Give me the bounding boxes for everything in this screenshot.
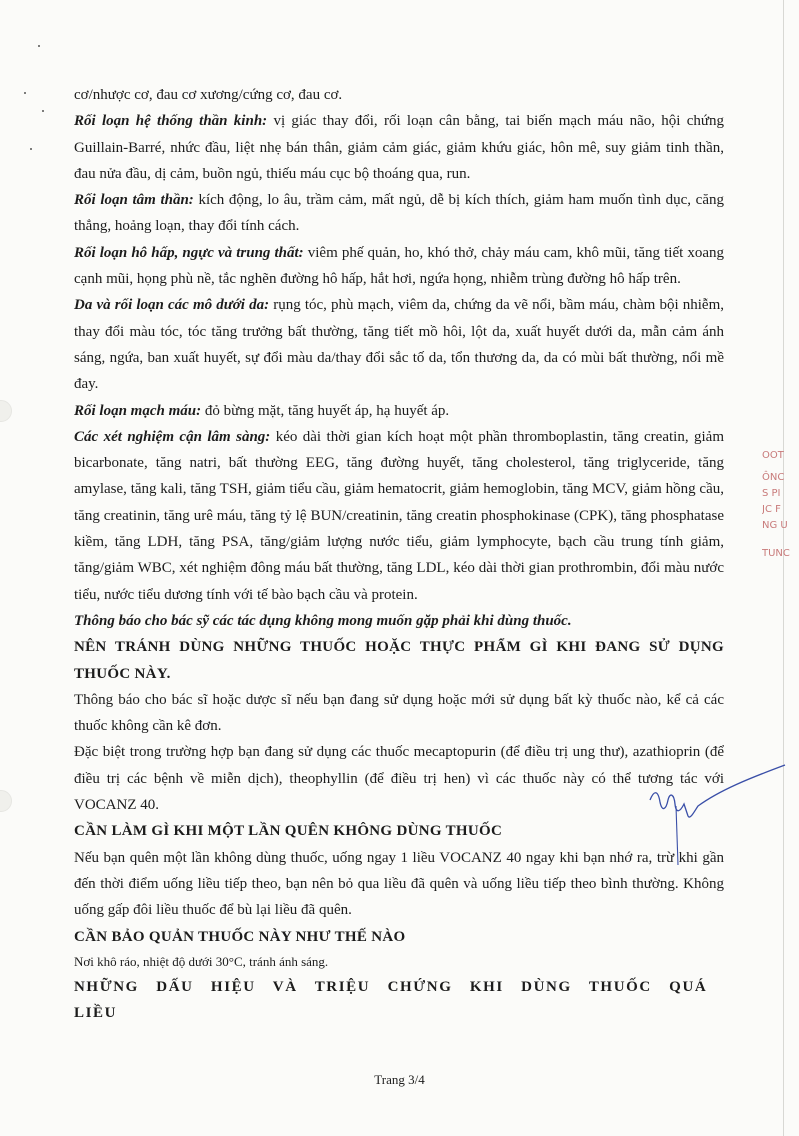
paragraph-text: viêm phế quản, ho, khó thở, chảy máu cam, khô mũi, tăng tiết xoang cạnh mũi, họng phù nề, tắc nghẽn đường hô hấp, hắt hơi, ngứa họng, nhiễm trùng đường hô hấp trên.: [74, 244, 725, 288]
section-heading: Rối loạn tâm thần:: [74, 192, 194, 209]
adverse-effects-notice: Thông báo cho bác sỹ các tác dụng không mong muốn gặp phải khi dùng thuốc.: [74, 612, 572, 629]
paragraph-vascular: [74, 398, 724, 424]
section-heading: Rối loạn mạch máu:: [74, 402, 202, 419]
handwritten-signature: [640, 760, 790, 870]
paragraph-lab-tests: [74, 424, 724, 608]
page-number: Trang 3/4: [374, 1072, 425, 1087]
paragraph-text: kéo dài thời gian kích hoạt một phần thromboplastin, tăng creatin, giảm bicarbonate, tăng natri, bất thường EEG, tăng đường huyết, tăng cholesterol, tăng triglyceride, tăng amylase, tăng kali, tăng TSH, giảm tiểu cầu, giảm hematocrit, giảm hemoglobin, tăng MCV, giảm hồng cầu, tăng creatinin, tăng urê máu, tăng tỷ lệ BUN/creatinin, tăng creatin phosphokinase (CPK), tăng phosphatase kiềm, tăng LDH, tăng PSA, tăng/giảm lượng nước tiểu, giảm lymphocyte, bạch cầu trung tính giảm, tăng/giảm WBC, xét nghiệm đông máu bất thường, tăng LDL, kéo dài thời gian prothrombin, đổi màu nước tiểu, nước tiểu dương tính với tế bào bạch cầu và protein.: [74, 428, 724, 603]
leaflet-body: [74, 82, 724, 1026]
section-heading: Da và rối loạn các mô dưới da:: [74, 297, 270, 314]
paragraph-text: đỏ bừng mặt, tăng huyết áp, hạ huyết áp.: [201, 402, 450, 419]
paragraph-text: rụng tóc, phù mạch, viêm da, chứng da vẽ nổi, bầm máu, chàm bội nhiễm, thay đổi màu tóc, tóc tăng trưởng bất thường, tăng tiết mồ hôi, lột da, xuất huyết dưới da, mẫn cảm ánh sáng, ngứa, ban xuất huyết, sự đổi màu da/thay đổi sắc tố da, tổn thương da, da có mùi bất thường, nổi mề đay.: [74, 297, 724, 393]
paragraph-avoid-2: Đặc biệt trong trường hợp bạn đang sử dụng các thuốc mecaptopurin (để điều trị ung thư), azathioprin (để điều trị các bệnh về miễn dịch), theophyllin (để điều trị hen) vì các thuốc này có thể tương tác với VOCANZ 40.: [74, 744, 724, 814]
stamp-line: S PI: [762, 488, 781, 499]
section-heading: Các xét nghiệm cận lâm sàng:: [74, 428, 271, 445]
stamp-line: NG U: [762, 520, 788, 531]
paragraph-text: kích động, lo âu, trầm cảm, mất ngủ, dễ bị kích thích, giảm ham muốn tình dục, căng thẳng, hoảng loạn, thay đổi tính cách.: [74, 192, 724, 235]
paragraph-storage: Nơi khô ráo, nhiệt độ dưới 30°C, tránh ánh sáng.: [74, 953, 329, 969]
approval-stamp-fragment: [762, 448, 799, 598]
stamp-line: TUNC: [762, 548, 790, 559]
section-heading: Rối loạn hệ thống thần kinh:: [74, 113, 268, 130]
scan-speck: [38, 45, 40, 47]
signature-stroke: [650, 765, 785, 817]
paragraph-respiratory: [74, 240, 724, 293]
paragraph-missed-dose: Nếu bạn quên một lần không dùng thuốc, uống ngay 1 liều VOCANZ 40 ngay khi bạn nhớ ra, trừ khi gần đến thời điểm uống liều tiếp theo, bạn nên bỏ qua liều đã quên và uống liều tiếp theo bình thường. Không uống gấp đôi liều thuốc để bù lại liều đã quên.: [74, 849, 724, 919]
scan-speck: [24, 92, 26, 94]
section-title-overdose: NHỮNG DẤU HIỆU VÀ TRIỆU CHỨNG KHI DÙNG THUỐC QUÁ LIỀU: [74, 978, 708, 1022]
section-title-avoid: NÊN TRÁNH DÙNG NHỮNG THUỐC HOẶC THỰC PHẨM GÌ KHI ĐANG SỬ DỤNG THUỐC NÀY.: [74, 639, 724, 682]
paragraph-skin: [74, 292, 724, 397]
section-title-storage: CẦN BẢO QUẢN THUỐC NÀY NHƯ THẾ NÀO: [74, 928, 406, 945]
scan-speck: [30, 148, 32, 150]
stamp-line: ÔNC: [762, 472, 785, 483]
punch-hole: [0, 790, 12, 812]
paragraph-muscle: [74, 82, 724, 108]
scan-speck: [42, 110, 44, 112]
section-heading: Rối loạn hô hấp, ngực và trung thất:: [74, 244, 304, 261]
paragraph-avoid-1: Thông báo cho bác sĩ hoặc dược sĩ nếu bạn đang sử dụng hoặc mới sử dụng bất kỳ thuốc nào, kể cả các thuốc không cần kê đơn.: [74, 691, 724, 735]
paragraph-psychiatric: [74, 187, 724, 240]
stamp-line: JC F: [762, 504, 781, 515]
stamp-line: OOT: [762, 450, 784, 461]
paragraph-nervous: [74, 108, 724, 187]
paragraph-text: cơ/nhược cơ, đau cơ xương/cứng cơ, đau cơ.: [74, 87, 343, 103]
punch-hole: [0, 400, 12, 422]
section-title-missed-dose: CẦN LÀM GÌ KHI MỘT LẦN QUÊN KHÔNG DÙNG THUỐC: [74, 823, 503, 840]
paragraph-text: vị giác thay đổi, rối loạn cân bằng, tai biến mạch máu não, hội chứng Guillain-Barré, nhức đầu, liệt nhẹ bán thân, giảm cảm giác, giảm khứu giác, hôn mê, suy giảm tinh thần, đau nửa đầu, dị cảm, buồn ngủ, thiếu máu cục bộ thoáng qua, run.: [74, 113, 725, 182]
signature-tail: [676, 806, 678, 865]
